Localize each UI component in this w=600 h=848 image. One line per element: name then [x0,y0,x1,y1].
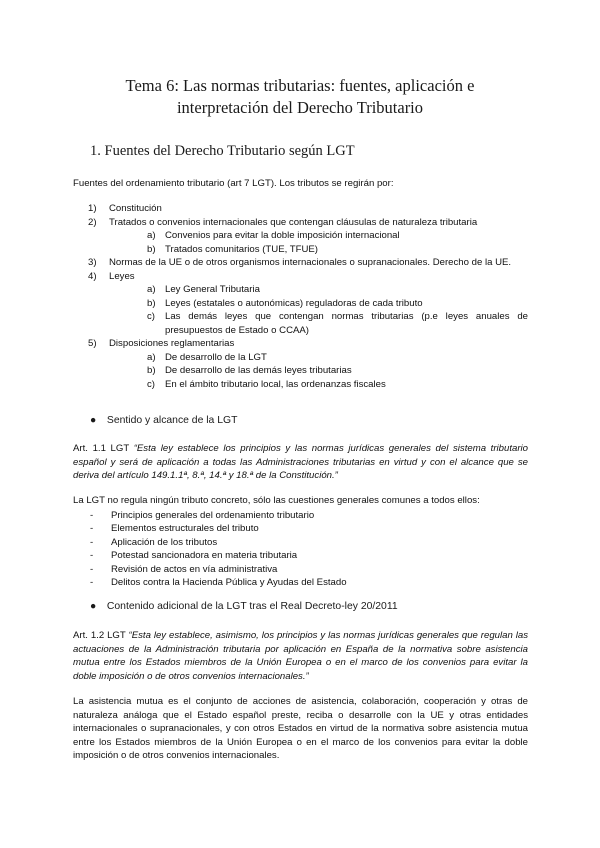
sub-text: De desarrollo de las demás leyes tributarias [165,365,352,376]
article-quote-text: “Esta ley establece los principios y las normas jurídicas generales del sistema tributario español y será de aplicación a todas las Administraciones tributarias en virtud y con el alcance que se deriva del artículo 149.1.1ª, 8.ª, 14.ª y 18.ª de la Constitución.” [73,443,529,481]
list-item-text: Principios generales del ordenamiento tributario [111,510,315,521]
dash-marker: - [90,550,94,562]
bullet-heading-contenido [90,601,398,612]
source-item [73,270,528,338]
sub-item [109,283,528,297]
sub-list [109,229,528,256]
sub-number: b) [147,365,156,376]
sub-text: Las demás leyes que contengan normas tributarias (p.e leyes anuales de presupuestos de Estado o CCAA) [165,311,528,336]
sub-number: a) [147,230,156,241]
sub-item [109,310,528,337]
sub-number: a) [147,284,156,295]
sub-list [109,283,528,337]
dash-marker: - [90,536,94,548]
article-reference: Art. 1.2 LGT [73,630,126,641]
sub-text: Tratados comunitarios (TUE, TFUE) [165,243,319,255]
source-number: 1) [88,203,97,214]
source-number: 3) [88,257,97,268]
list-item [73,536,347,549]
sub-text: Convenios para evitar la doble imposición internacional [165,230,400,241]
list-item [73,522,347,535]
dash-marker: - [90,577,94,589]
source-item [73,256,528,270]
source-number: 2) [88,216,97,228]
dash-marker: - [90,563,94,575]
sub-text: Leyes (estatales o autonómicas) reguladoras de cada tributo [165,297,423,309]
sub-item [109,351,528,365]
list-item [73,576,347,589]
lgt-content-list [73,509,347,589]
article-1-1-quote [73,442,528,483]
source-item [73,337,528,391]
list-item [73,549,347,562]
section-heading: 1. Fuentes del Derecho Tributario según LGT [90,143,355,159]
sub-number: b) [147,243,156,255]
sub-item [109,364,528,378]
list-item [73,563,347,576]
bullet-icon: ● [90,415,97,426]
article-1-2-quote [73,629,528,683]
dash-marker: - [90,510,94,521]
asistencia-paragraph: La asistencia mutua es el conjunto de acciones de asistencia, colaboración, cooperación y otras de naturaleza análoga que el Estado español preste, reciba o desarrolle con la UE y otras entidades internacionales o supranacionales, y con otros Estados en virtud de la normativa sobre asistencia mutua entre los Estados miembros de la Unión Europea o en el marco de los convenios para evitar la doble imposición o de otros convenios internacionales. [73,696,528,762]
sub-text: En el ámbito tributario local, las ordenanzas fiscales [165,378,386,390]
sub-list [109,351,528,392]
source-text: Constitución [109,203,162,214]
source-item [73,202,528,216]
list-item-text: Elementos estructurales del tributo [111,523,259,535]
sub-number: c) [147,378,155,390]
sub-item [109,243,528,257]
source-text: Disposiciones reglamentarias [109,338,235,349]
sub-item [109,229,528,243]
sub-item [109,378,528,392]
article-quote-text: “Esta ley establece, asimismo, los principios y las normas jurídicas generales que regulan las actuaciones de la Administración tributaria por aplicación en España de la normativa sobre asistencia mutua entre los Estados miembros de la Unión Europea o en el marco de los convenios para evitar la doble imposición o de otros convenios internacionales.” [73,630,528,682]
sub-text: De desarrollo de la LGT [165,351,267,363]
list-item [73,509,347,522]
bullet-icon: ● [90,601,97,612]
title-line-2: interpretación del Derecho Tributario [176,98,424,117]
sub-number: c) [147,311,155,322]
lgt-intro: La LGT no regula ningún tributo concreto, sólo las cuestiones generales comunes a todos ellos: [73,495,480,506]
source-text: Normas de la UE o de otros organismos internacionales o supranacionales. Derecho de la UE. [109,257,512,268]
list-item-text: Delitos contra la Hacienda Pública y Ayudas del Estado [111,577,347,589]
sub-text: Ley General Tributaria [165,284,260,295]
source-number: 5) [88,338,97,349]
article-reference: Art. 1.1 LGT [73,443,130,454]
sub-item [109,297,528,311]
sub-number: b) [147,297,156,309]
page-title [60,75,540,119]
intro-paragraph: Fuentes del ordenamiento tributario (art 7 LGT). Los tributos se regirán por: [73,178,394,189]
sub-number: a) [147,351,156,363]
source-text: Tratados o convenios internacionales que contengan cláusulas de naturaleza tributaria [109,216,478,228]
bullet-heading-text: Contenido adicional de la LGT tras el Real Decreto-ley 20/2011 [106,601,398,612]
title-line-1: Tema 6: Las normas tributarias: fuentes, aplicación e [125,76,475,95]
dash-marker: - [90,523,94,535]
list-item-text: Aplicación de los tributos [111,536,218,548]
source-number: 4) [88,270,97,282]
bullet-heading-text: Sentido y alcance de la LGT [106,415,238,426]
source-item [73,216,528,257]
source-text: Leyes [109,270,135,282]
sources-list [73,202,528,391]
bullet-heading-sentido [90,415,237,426]
list-item-text: Revisión de actos en vía administrativa [111,563,278,575]
list-item-text: Potestad sancionadora en materia tributaria [111,550,298,562]
